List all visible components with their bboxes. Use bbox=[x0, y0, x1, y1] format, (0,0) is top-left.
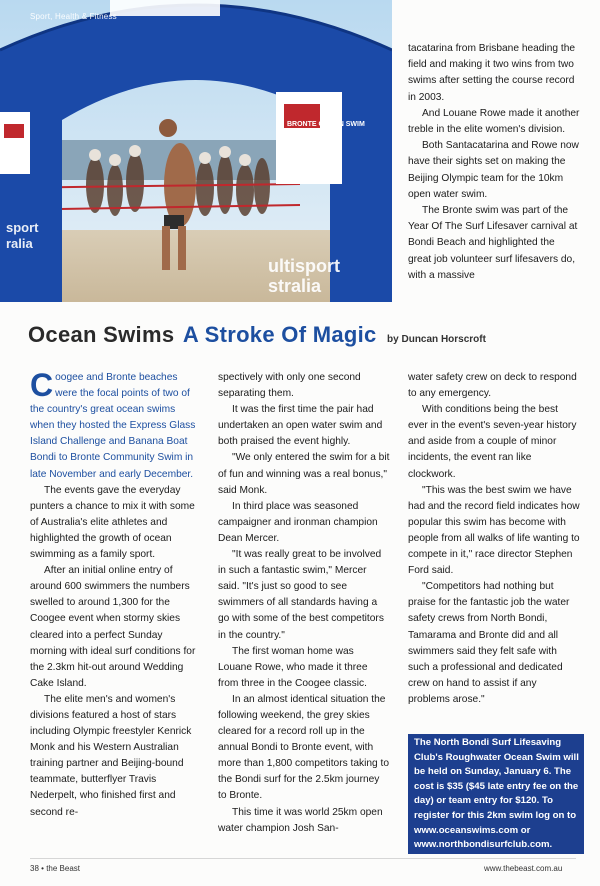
footer-divider bbox=[30, 858, 576, 859]
arch-logo-text: BRONTE OCEAN SWIM bbox=[287, 121, 365, 128]
section-tag: Sport, Health & Fitness bbox=[30, 12, 117, 21]
top-paragraph: tacatarina from Brisbane heading the field and making it two wins from two swims after setting the course record in 2003. bbox=[408, 43, 576, 103]
article-column-2 bbox=[218, 370, 390, 837]
headline-part1: Ocean Swims bbox=[28, 322, 175, 347]
body-paragraph: It was the first time the pair had undertaken an open water swim and both praised the event highly. bbox=[218, 404, 383, 448]
svg-text:ultisport: ultisport bbox=[268, 256, 340, 276]
publication-name: the Beast bbox=[46, 864, 80, 873]
page-number: 38 bbox=[30, 864, 39, 873]
body-paragraph: The events gave the everyday punters a chance to mix it with some of Australia's elite athletes and highlighted the growth of ocean swimming as a family sport. bbox=[30, 484, 195, 561]
photo-illustration bbox=[0, 0, 392, 302]
event-info-box: The North Bondi Surf Lifesaving Club's Roughwater Ocean Swim will be held on Sunday, January 6. The cost is $35 ($45 late entry fee on the day) or team entry for $120. To register for this 2km swim log on to www.oceanswims.com or www.northbondisurfclub.com. bbox=[408, 734, 584, 854]
svg-text:stralia: stralia bbox=[268, 276, 322, 296]
headline-part2: A Stroke Of Magic bbox=[182, 322, 377, 347]
article-column-3 bbox=[408, 370, 580, 708]
svg-text:sport: sport bbox=[6, 220, 39, 235]
bullet-separator: • bbox=[41, 864, 44, 873]
hero-photo bbox=[0, 0, 392, 302]
top-paragraph: Both Santacatarina and Rowe now have their sights set on making the Beijing Olympic team for the 10km open water swim. bbox=[408, 140, 579, 200]
body-paragraph: water safety crew on deck to respond to any emergency. bbox=[408, 372, 577, 400]
lead-text: oogee and Bronte beaches were the focal points of two of the country's great ocean swims when they hosted the Express Glass Island Challenge and Banana Boat Bondi to Bronte Community Swim in late November and early December. bbox=[30, 372, 196, 480]
article-column-1 bbox=[30, 367, 198, 821]
footer-page-info bbox=[30, 864, 80, 873]
body-paragraph: The elite men's and women's divisions featured a host of stars including Olympic freestyler Kenrick Monk and his Western Australian training partner and Beijing-bound teammate, butterflyer Travis Nederpelt, who finished first and second re- bbox=[30, 693, 192, 818]
footer-website: www.thebeast.com.au bbox=[484, 864, 563, 873]
article-headline bbox=[28, 322, 588, 348]
body-paragraph: "This was the best swim we have had and the record field indicates how popular this swim has become with people from all walks of life wanting to compete in it," race director Stephen Ford said. bbox=[408, 484, 580, 577]
top-paragraph: And Louane Rowe made it another treble in the elite women's division. bbox=[408, 107, 580, 136]
body-paragraph: "We only entered the swim for a bit of fun and winning was a real bonus," said Monk. bbox=[218, 452, 390, 496]
byline: by Duncan Horscroft bbox=[387, 334, 486, 345]
svg-text:ralia: ralia bbox=[6, 236, 33, 251]
body-paragraph: In an almost identical situation the following weekend, the grey skies cleared for a record roll up in the annual Bondi to Bronte event, with more than 1,800 competitors taking to the Bondi surf for the 2.5km journey to Bronte. bbox=[218, 693, 390, 802]
lead-paragraph bbox=[30, 367, 198, 483]
body-paragraph: This time it was world 25km open water champion Josh San- bbox=[218, 806, 383, 834]
body-paragraph: spectively with only one second separating them. bbox=[218, 372, 361, 400]
drop-cap: C bbox=[30, 367, 54, 403]
body-paragraph: The first woman home was Louane Rowe, who made it three from three in the Coogee classic. bbox=[218, 645, 368, 689]
body-paragraph: After an initial online entry of around 600 swimmers the numbers swelled to around 1,300 for the Coogee event when stormy skies cleared into a perfect Sunday morning with ideal surf conditions for the 2.3km hit-out around Wedding Cake Island. bbox=[30, 565, 196, 689]
body-paragraph: "It was really great to be involved in such a fantastic swim," Mercer said. "It's just so good to see swimmers of all standards having a go with some of the best competitors in the country." bbox=[218, 549, 384, 641]
body-paragraph: In third place was seasoned campaigner and ironman champion Dean Mercer. bbox=[218, 500, 378, 544]
body-paragraph: "Competitors had nothing but praise for the fantastic job the water safety crews from North Bondi, Tamarama and Bronte did and all swimmers said they felt safe with such a professional and dedicated crew on hand to assist if any problems arose." bbox=[408, 581, 570, 705]
top-paragraph: The Bronte swim was part of the Year Of The Surf Lifesaver carnival at Bondi Beach and highlighted the great job volunteer surf lifesavers do, with a massive bbox=[408, 205, 578, 281]
body-paragraph: With conditions being the best ever in the event's seven-year history and aside from a couple of minor incidents, the event ran like clockwork. bbox=[408, 404, 577, 480]
top-column bbox=[408, 41, 580, 284]
